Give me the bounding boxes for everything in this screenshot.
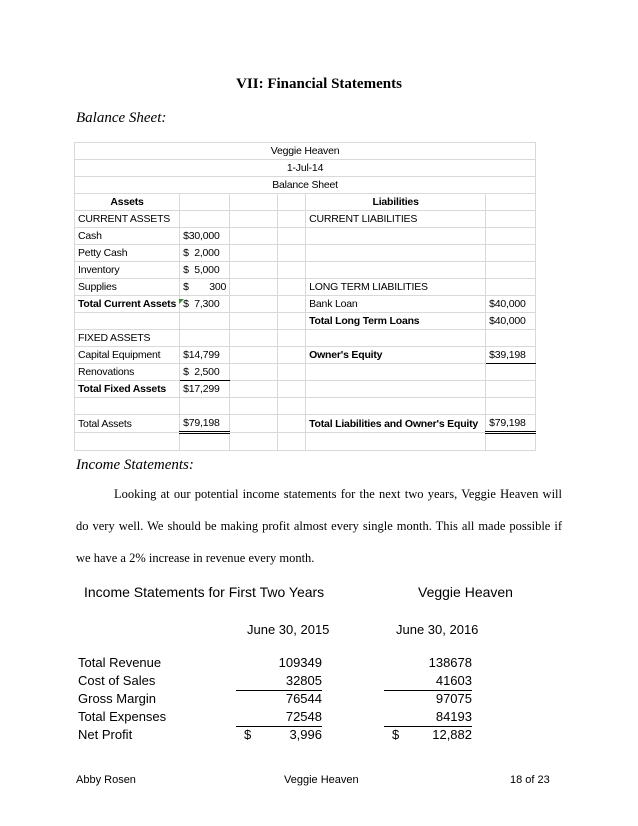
inventory-value: 5,000 <box>194 264 220 276</box>
section-heading: VII: Financial Statements <box>236 76 402 92</box>
cash-symbol: $ <box>183 230 189 242</box>
bs-title: Balance Sheet <box>75 177 536 194</box>
supplies-symbol: $ <box>183 281 189 293</box>
total-fixed-assets-label: Total Fixed Assets <box>75 381 180 398</box>
total-long-term-loans-label: Total Long Term Loans <box>306 313 486 330</box>
renovations-value: 2,500 <box>194 366 220 378</box>
capital-equipment-label: Capital Equipment <box>75 347 180 364</box>
income-row-label: Total Revenue <box>78 655 162 670</box>
total-current-assets-symbol: $ <box>183 298 189 310</box>
net-profit-row <box>78 727 478 745</box>
petty-cash-label: Petty Cash <box>75 245 180 262</box>
current-assets-label: CURRENT ASSETS <box>75 211 180 228</box>
balance-sheet-table <box>74 142 536 451</box>
assets-header: Assets <box>75 194 180 211</box>
petty-cash-value: 2,000 <box>194 247 220 259</box>
income-row-v1: 72548 <box>236 709 322 727</box>
income-row <box>78 709 478 727</box>
footer-page-number: 18 of 23 <box>510 774 550 786</box>
income-row-label: Total Expenses <box>78 709 167 724</box>
income-row-v2: 84193 <box>384 709 472 727</box>
long-term-liabilities-label: LONG TERM LIABILITIES <box>306 279 486 296</box>
income-row-label: Cost of Sales <box>78 673 156 688</box>
total-fixed-assets-value: $17,299 <box>180 381 230 398</box>
income-row-v1: 109349 <box>278 655 322 670</box>
income-row-v1: 76544 <box>285 691 322 706</box>
income-row-v2: 97075 <box>435 691 472 706</box>
current-liabilities-label: CURRENT LIABILITIES <box>306 211 486 228</box>
total-current-assets-value: 7,300 <box>194 298 220 310</box>
cash-label: Cash <box>75 228 180 245</box>
bank-loan-label: Bank Loan <box>306 296 486 313</box>
col1-header: June 30, 2015 <box>247 622 330 637</box>
fixed-assets-label: FIXED ASSETS <box>75 330 180 347</box>
net-profit-sym1: $ <box>244 727 252 742</box>
liabilities-header: Liabilities <box>306 194 486 211</box>
bank-loan-value: $40,000 <box>486 296 536 313</box>
total-liabilities-equity-label: Total Liabilities and Owner's Equity <box>306 415 486 433</box>
renovations-label: Renovations <box>75 364 180 381</box>
owners-equity-label: Owner's Equity <box>306 347 486 364</box>
total-liabilities-equity-value: $79,198 <box>486 415 536 433</box>
income-paragraph: Looking at our potential income statements for the next two years, Veggie Heaven will do very well. We should be making profit almost every single month. This all made possible if we have a 2% increase in revenue every month. <box>76 487 562 565</box>
footer-company: Veggie Heaven <box>284 774 359 786</box>
total-current-assets-label: Total Current Assets <box>75 296 180 313</box>
net-profit-sym2: $ <box>392 727 400 742</box>
balance-sheet-heading: Balance Sheet: <box>76 110 167 126</box>
bs-company: Veggie Heaven <box>75 143 536 160</box>
income-statement-title: Income Statements for First Two Years <box>84 584 325 600</box>
cash-value: 30,000 <box>188 230 220 242</box>
total-long-term-loans-value: $40,000 <box>486 313 536 330</box>
income-row <box>78 673 478 691</box>
income-row-label: Gross Margin <box>78 691 157 706</box>
col2-header: June 30, 2016 <box>396 622 479 637</box>
footer-author: Abby Rosen <box>76 774 136 786</box>
total-assets-label: Total Assets <box>75 415 180 433</box>
owners-equity-value: $39,198 <box>486 347 536 364</box>
income-statement-company: Veggie Heaven <box>418 584 513 600</box>
net-profit-label: Net Profit <box>78 727 133 742</box>
income-statements-heading: Income Statements: <box>76 457 194 473</box>
income-row <box>78 655 478 673</box>
income-row-v2: 138678 <box>428 655 472 670</box>
petty-cash-symbol: $ <box>183 247 189 259</box>
income-row-v1: 32805 <box>236 673 322 691</box>
inventory-label: Inventory <box>75 262 180 279</box>
cell-comment-marker <box>179 299 184 304</box>
supplies-value: 300 <box>209 281 227 293</box>
supplies-label: Supplies <box>75 279 180 296</box>
inventory-symbol: $ <box>183 264 189 276</box>
net-profit-v2: 12,882 <box>432 727 472 742</box>
capital-equipment-value: $14,799 <box>180 347 230 364</box>
income-row-v2: 41603 <box>384 673 472 691</box>
net-profit-v1: 3,996 <box>289 727 322 742</box>
total-assets-value: $79,198 <box>180 415 230 433</box>
income-row <box>78 691 478 709</box>
renovations-symbol: $ <box>183 366 189 378</box>
income-rows <box>78 655 478 745</box>
bs-date: 1-Jul-14 <box>75 160 536 177</box>
